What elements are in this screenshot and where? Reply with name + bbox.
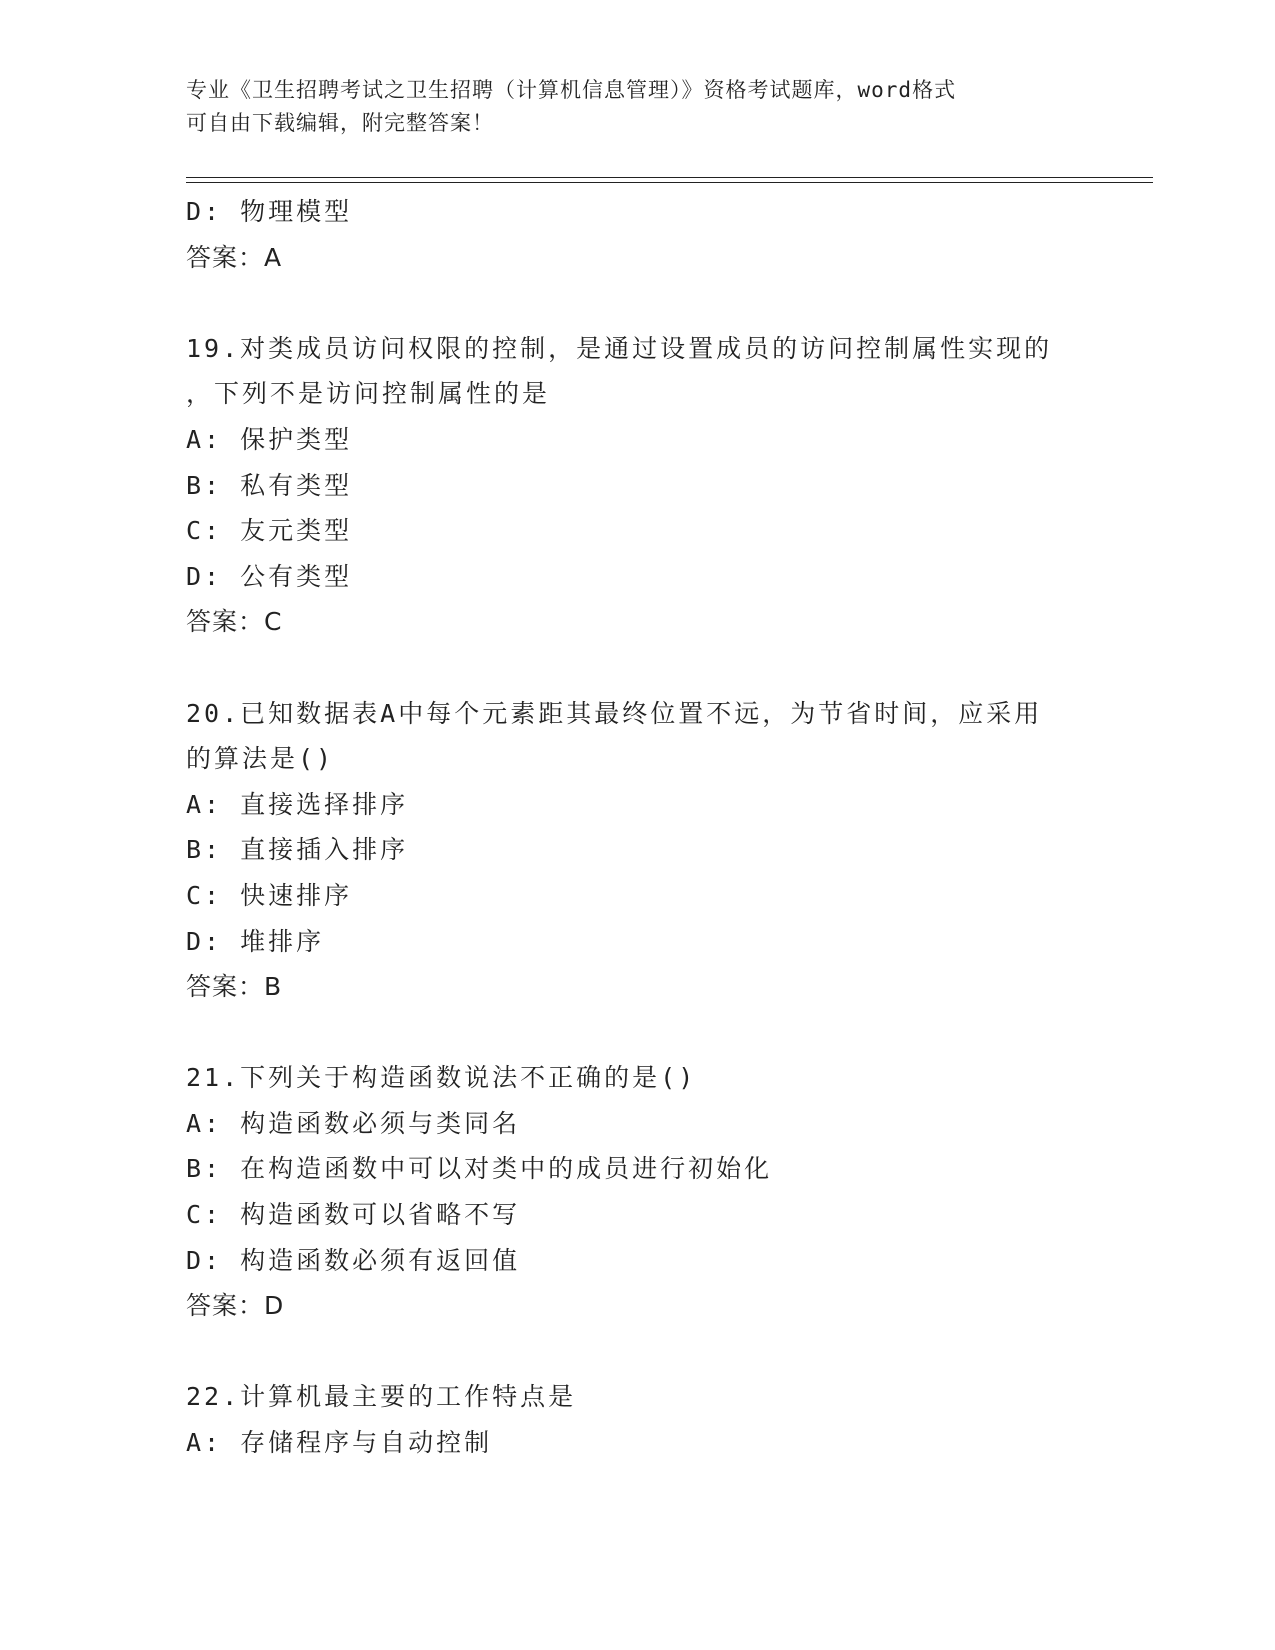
option-a: A: 直接选择排序	[186, 789, 409, 819]
document-header	[186, 74, 1086, 140]
option-c: C: 友元类型	[186, 516, 353, 546]
option-d: D: 公有类型	[186, 561, 353, 591]
question-stem-continued: ，下列不是访问控制属性的是	[186, 379, 551, 409]
question-stem: 20.已知数据表A中每个元素距其最终位置不远，为节省时间，应采用	[186, 698, 1043, 728]
option-a: A: 构造函数必须与类同名	[186, 1108, 521, 1138]
header-divider-bottom	[186, 182, 1153, 183]
option-a: A: 保护类型	[186, 424, 353, 454]
spacer	[186, 645, 1086, 691]
header-line-1: 专业《卫生招聘考试之卫生招聘（计算机信息管理）》资格考试题库，word格式	[186, 78, 957, 102]
answer: 答案：B	[186, 972, 283, 1002]
question-stem: 21.下列关于构造函数说法不正确的是()	[186, 1063, 697, 1093]
option-c: C: 快速排序	[186, 880, 353, 910]
spacer	[186, 1329, 1086, 1375]
answer-q18: 答案：A	[186, 242, 283, 272]
option-a: A: 存储程序与自动控制	[186, 1428, 493, 1458]
question-list	[186, 189, 1086, 1466]
answer: 答案：D	[186, 1291, 285, 1321]
answer: 答案：C	[186, 607, 283, 637]
question-21	[186, 1055, 1086, 1329]
option-b: B: 在构造函数中可以对类中的成员进行初始化	[186, 1154, 773, 1184]
question-stem-continued: 的算法是()	[186, 744, 335, 774]
option-b: B: 直接插入排序	[186, 835, 409, 865]
question-stem: 19.对类成员访问权限的控制，是通过设置成员的访问控制属性实现的	[186, 333, 1053, 363]
question-19	[186, 326, 1086, 645]
header-divider-top	[186, 177, 1153, 178]
spacer	[186, 280, 1086, 326]
option-d-q18: D: 物理模型	[186, 197, 353, 226]
header-line-2: 可自由下载编辑，附完整答案！	[186, 111, 494, 135]
question-20	[186, 691, 1086, 1010]
option-d: D: 堆排序	[186, 926, 325, 956]
option-c: C: 构造函数可以省略不写	[186, 1200, 521, 1230]
option-b: B: 私有类型	[186, 470, 353, 500]
question-stem: 22.计算机最主要的工作特点是	[186, 1382, 577, 1412]
spacer	[186, 1010, 1086, 1056]
option-d: D: 构造函数必须有返回值	[186, 1245, 521, 1275]
question-22	[186, 1374, 1086, 1465]
